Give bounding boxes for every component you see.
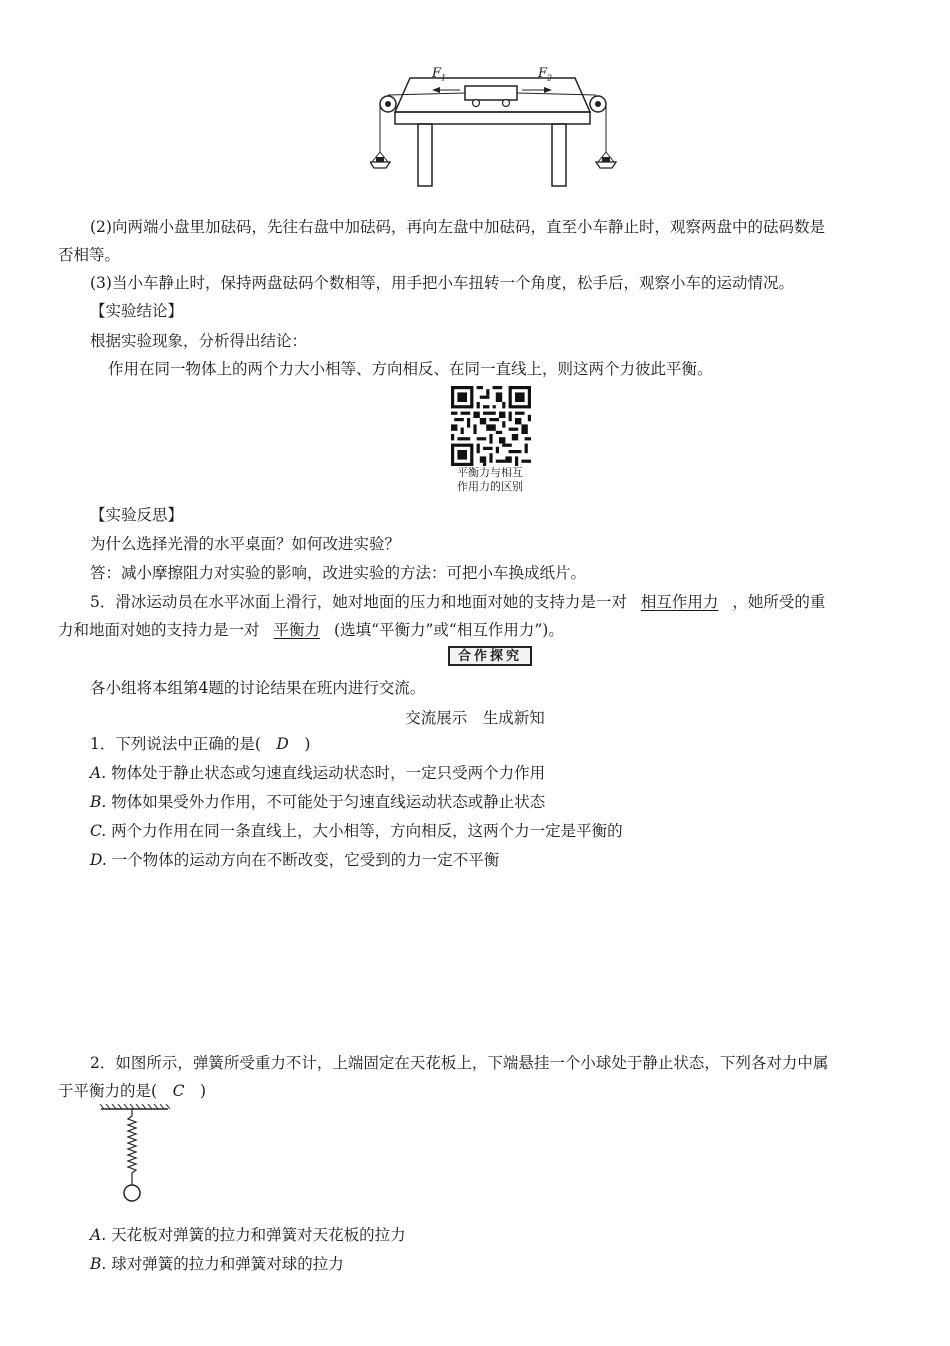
question-1-stem	[90, 733, 310, 755]
question-2-stem-line2	[58, 1080, 206, 1102]
option-letter: A.	[90, 1226, 107, 1244]
q5-text-c: 力和地面对她的支持力是一对	[58, 621, 260, 639]
reflection-heading: 【实验反思】	[90, 506, 184, 524]
option-text: 两个力作用在同一条直线上，大小相等，方向相反，这两个力一定是平衡的	[111, 822, 623, 840]
question-5-line2	[58, 619, 564, 641]
cooperation-intro: 各小组将本组第4题的讨论结果在班内进行交流。	[90, 679, 426, 697]
qr-code-image	[451, 386, 531, 466]
q2-option-b	[90, 1253, 344, 1275]
q2-stem-end: )	[184, 1082, 206, 1100]
q2-answer: C	[172, 1082, 185, 1100]
q5-text-d: (选填“平衡力”或“相互作用力”)。	[334, 621, 564, 639]
reflection-answer: 答：减小摩擦阻力对实验的影响，改进实验的方法：可把小车换成纸片。	[90, 564, 587, 582]
conclusion-intro: 根据实验现象，分析得出结论：	[90, 332, 308, 350]
q1-option-a	[90, 762, 545, 784]
conclusion-statement: 作用在同一物体上的两个力大小相等、方向相反、在同一直线上，则这两个力彼此平衡。	[108, 360, 713, 378]
question-2-stem-line1: 2．如图所示，弹簧所受重力不计，上端固定在天花板上，下端悬挂一个小球处于静止状态，下列各对力中属	[90, 1054, 829, 1072]
spring-ball-figure	[96, 1104, 176, 1204]
option-text: 物体如果受外力作用，不可能处于匀速直线运动状态或静止状态	[111, 793, 546, 811]
question-5-line1	[90, 591, 825, 613]
cooperation-badge: 合作探究	[448, 646, 532, 666]
q5-text-a: 5．滑冰运动员在水平冰面上滑行，她对地面的压力和地面对她的支持力是一对	[90, 593, 627, 611]
q5-blank-2: 平衡力	[273, 621, 321, 639]
reflection-question: 为什么选择光滑的水平桌面？如何改进实验？	[90, 535, 401, 553]
conclusion-heading: 【实验结论】	[90, 302, 184, 320]
option-text: 天花板对弹簧的拉力和弹簧对天花板的拉力	[111, 1226, 406, 1244]
q2-option-a	[90, 1224, 406, 1246]
step-2-line1: (2)向两端小盘里加砝码，先往右盘中加砝码，再向左盘中加砝码，直至小车静止时，观察两盘中的砝码数是	[90, 218, 825, 236]
force-label-f1: $F_1$	[432, 66, 447, 83]
option-text: 球对弹簧的拉力和弹簧对球的拉力	[111, 1255, 344, 1273]
option-letter: B.	[90, 793, 107, 811]
q1-answer: D	[276, 735, 289, 753]
q1-option-c	[90, 820, 623, 842]
q2-stem-text: 于平衡力的是(	[58, 1082, 173, 1100]
q5-blank-1: 相互作用力	[640, 593, 719, 611]
q1-stem-text: 1．下列说法中正确的是(	[90, 735, 277, 753]
cart-experiment-figure	[370, 60, 630, 190]
qr-caption-line1: 平衡力与相互	[457, 466, 523, 479]
q1-option-b	[90, 791, 545, 813]
option-text: 一个物体的运动方向在不断改变，它受到的力一定不平衡	[111, 851, 500, 869]
step-3: (3)当小车静止时，保持两盘砝码个数相等，用手把小车扭转一个角度，松手后，观察小车的运动情况。	[90, 274, 794, 292]
option-letter: C.	[90, 822, 107, 840]
step-2-line2: 否相等。	[58, 246, 121, 264]
option-letter: A.	[90, 764, 107, 782]
qr-caption-line2: 作用力的区别	[457, 480, 523, 493]
force-label-f2: $F_2$	[538, 66, 553, 83]
q1-stem-end: )	[288, 735, 311, 753]
q1-option-d	[90, 849, 499, 871]
q5-text-b: ，她所受的重	[732, 593, 826, 611]
option-text: 物体处于静止状态或匀速直线运动状态时，一定只受两个力作用	[111, 764, 546, 782]
option-letter: D.	[90, 851, 107, 869]
section-title: 交流展示 生成新知	[405, 709, 545, 727]
option-letter: B.	[90, 1255, 107, 1273]
